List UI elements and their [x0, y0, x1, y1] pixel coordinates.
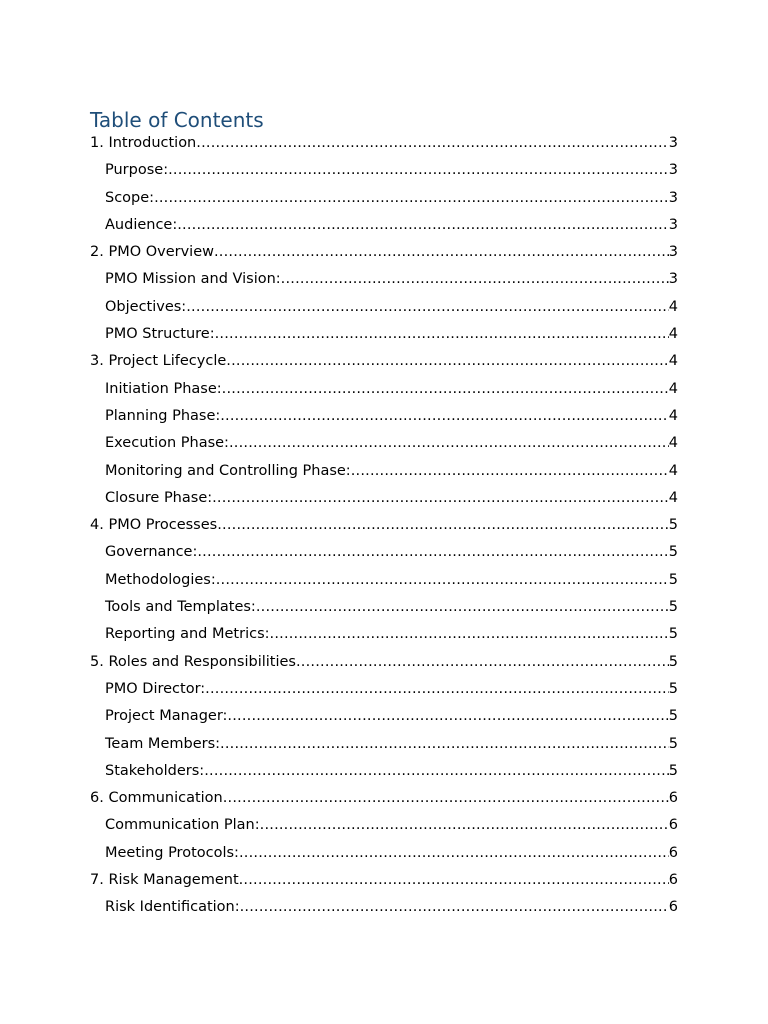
toc-page-number: 5 — [668, 517, 678, 534]
toc-entry[interactable] — [90, 731, 678, 758]
toc-dot-leader — [154, 185, 669, 212]
toc-entry-text: Stakeholders: — [105, 762, 205, 779]
toc-entry[interactable] — [90, 512, 678, 539]
toc-entry-text: Meeting Protocols: — [105, 844, 239, 861]
toc-page-number: 4 — [668, 380, 678, 397]
toc-dot-leader — [212, 485, 669, 512]
toc-entry-text: Risk Identification: — [105, 899, 240, 916]
toc-entry[interactable] — [90, 812, 678, 839]
toc-entry-text: Team Members: — [105, 735, 221, 752]
toc-entry-text: Purpose: — [105, 162, 169, 179]
toc-entry[interactable] — [90, 649, 678, 676]
toc-entry[interactable] — [90, 403, 678, 430]
toc-dot-leader — [351, 458, 669, 485]
toc-entry[interactable] — [90, 867, 678, 894]
toc-entry-text: Objectives: — [105, 298, 187, 315]
toc-entry-text: Initiation Phase: — [105, 380, 222, 397]
toc-entry[interactable] — [90, 894, 678, 921]
toc-entry[interactable] — [90, 785, 678, 812]
toc-entry-text: PMO Mission and Vision: — [105, 271, 281, 288]
toc-page-number: 4 — [668, 435, 678, 452]
toc-dot-leader — [226, 348, 668, 375]
toc-entry[interactable] — [90, 185, 678, 212]
toc-page-number: 4 — [668, 326, 678, 343]
toc-dot-leader — [216, 567, 669, 594]
toc-title: Table of Contents — [90, 108, 264, 132]
toc-dot-leader — [215, 321, 669, 348]
toc-entry-text: 7. Risk Management — [90, 872, 239, 889]
toc-dot-leader — [270, 621, 669, 648]
toc-dot-leader — [177, 212, 669, 239]
toc-entry-text: Scope: — [105, 189, 155, 206]
toc-page-number: 3 — [668, 216, 678, 233]
toc-dot-leader — [222, 376, 669, 403]
toc-dot-leader — [214, 239, 669, 266]
toc-entry-text: Monitoring and Controlling Phase: — [105, 462, 351, 479]
toc-entry[interactable] — [90, 212, 678, 239]
toc-page-number: 5 — [668, 626, 678, 643]
toc-dot-leader — [260, 812, 669, 839]
toc-entry-text: Reporting and Metrics: — [105, 626, 270, 643]
toc-entry[interactable] — [90, 294, 678, 321]
toc-page-number: 6 — [668, 790, 678, 807]
toc-page-number: 5 — [668, 762, 678, 779]
toc-dot-leader — [239, 840, 669, 867]
toc-entry[interactable] — [90, 539, 678, 566]
toc-page-number: 6 — [668, 872, 678, 889]
toc-entry-text: 4. PMO Processes — [90, 517, 218, 534]
toc-entry[interactable] — [90, 321, 678, 348]
toc-entry[interactable] — [90, 840, 678, 867]
toc-entry-text: 5. Roles and Responsibilities — [90, 653, 296, 670]
toc-entry[interactable] — [90, 567, 678, 594]
toc-dot-leader — [220, 403, 669, 430]
toc-dot-leader — [168, 157, 669, 184]
toc-entry-text: Planning Phase: — [105, 407, 221, 424]
toc-page-number: 3 — [668, 189, 678, 206]
toc-entry-text: 3. Project Lifecycle — [90, 353, 227, 370]
toc-entry[interactable] — [90, 239, 678, 266]
toc-page-number: 5 — [668, 571, 678, 588]
toc-dot-leader — [196, 130, 669, 157]
toc-page-number: 5 — [668, 599, 678, 616]
toc-page-number: 4 — [668, 298, 678, 315]
toc-dot-leader — [186, 294, 669, 321]
toc-page-number: 6 — [668, 844, 678, 861]
toc-entry[interactable] — [90, 758, 678, 785]
toc-page-number: 5 — [668, 653, 678, 670]
toc-page-number: 4 — [668, 489, 678, 506]
toc-entry[interactable] — [90, 266, 678, 293]
toc-page-number: 4 — [668, 462, 678, 479]
toc-page-number: 3 — [668, 244, 678, 261]
toc-dot-leader — [281, 266, 669, 293]
toc-page-number: 4 — [668, 407, 678, 424]
toc-dot-leader — [204, 758, 669, 785]
toc-page-number: 3 — [668, 271, 678, 288]
toc-dot-leader — [256, 594, 669, 621]
toc-entry[interactable] — [90, 676, 678, 703]
toc-dot-leader — [296, 649, 669, 676]
toc-entry-text: 1. Introduction — [90, 135, 197, 151]
toc-entry[interactable] — [90, 348, 678, 375]
toc-entry-text: Closure Phase: — [105, 489, 213, 506]
toc-entry[interactable] — [90, 485, 678, 512]
toc-entry[interactable] — [90, 130, 678, 157]
toc-entry-text: Communication Plan: — [105, 817, 260, 834]
toc-page-number: 5 — [668, 544, 678, 561]
toc-dot-leader — [217, 512, 669, 539]
toc-entry[interactable] — [90, 621, 678, 648]
toc-entry-text: PMO Director: — [105, 680, 206, 697]
toc-dot-leader — [227, 703, 668, 730]
toc-entry-text: Execution Phase: — [105, 435, 229, 452]
toc-entry-text: Tools and Templates: — [105, 599, 256, 616]
toc-dot-leader — [223, 785, 669, 812]
toc-entry[interactable] — [90, 376, 678, 403]
toc-entry[interactable] — [90, 458, 678, 485]
toc-entry-text: Governance: — [105, 544, 198, 561]
toc-entry-text: 6. Communication — [90, 790, 223, 807]
toc-entry-text: Project Manager: — [105, 708, 228, 725]
toc-page-number: 3 — [668, 162, 678, 179]
toc-entry-text: Audience: — [105, 216, 178, 233]
toc-entry[interactable] — [90, 594, 678, 621]
toc-list — [90, 130, 678, 922]
toc-page-number: 5 — [668, 735, 678, 752]
toc-entry-text: PMO Structure: — [105, 326, 215, 343]
toc-entry[interactable] — [90, 157, 678, 184]
toc-page-number: 5 — [668, 680, 678, 697]
toc-dot-leader — [239, 867, 669, 894]
toc-entry-text: 2. PMO Overview — [90, 244, 214, 261]
toc-dot-leader — [220, 731, 669, 758]
toc-dot-leader — [205, 676, 669, 703]
toc-page-number: 6 — [668, 817, 678, 834]
toc-page-number: 4 — [668, 353, 678, 370]
toc-entry[interactable] — [90, 430, 678, 457]
toc-page-number: 5 — [668, 708, 678, 725]
toc-page-number: 3 — [668, 135, 678, 151]
toc-entry[interactable] — [90, 703, 678, 730]
toc-dot-leader — [229, 430, 669, 457]
toc-entry-text: Methodologies: — [105, 571, 216, 588]
toc-dot-leader — [197, 539, 668, 566]
toc-page-number: 6 — [668, 899, 678, 916]
toc-dot-leader — [240, 894, 669, 921]
